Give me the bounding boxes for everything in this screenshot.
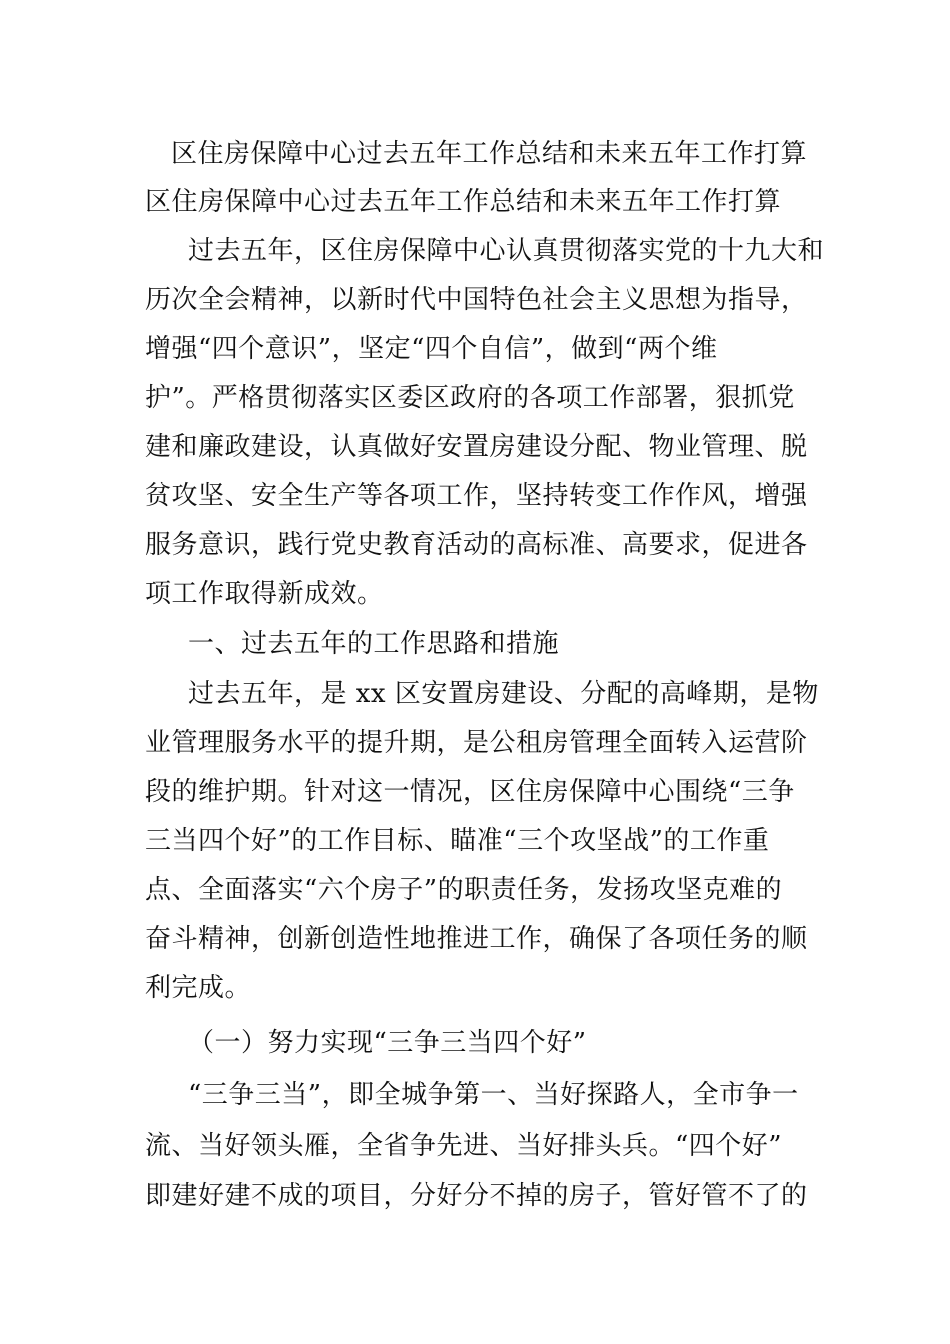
paragraph-line: 历次全会精神，以新时代中国特色社会主义思想为指导， bbox=[145, 285, 808, 315]
paragraph-line: 点、全面落实“六个房子”的职责任务，发扬攻坚克难的 bbox=[145, 875, 783, 905]
paragraph-line: 过去五年，区住房保障中心认真贯彻落实党的十九大和 bbox=[188, 236, 825, 266]
paragraph-line: 业管理服务水平的提升期，是公租房管理全面转入运营阶 bbox=[145, 728, 808, 758]
paragraph-line: 三当四个好”的工作目标、瞄准“三个攻坚战”的工作重 bbox=[145, 826, 770, 856]
paragraph-line: 项工作取得新成效。 bbox=[145, 579, 384, 609]
subsection-heading: （一）努力实现“三争三当四个好” bbox=[188, 1028, 587, 1058]
paragraph-line: 服务意识，践行党史教育活动的高标准、高要求，促进各 bbox=[145, 530, 808, 560]
paragraph-line: “三争三当”，即全城争第一、当好探路人，全市争一 bbox=[188, 1080, 799, 1110]
paragraph-line: 增强“四个意识”，坚定“四个自信”，做到“两个维 bbox=[145, 334, 718, 364]
paragraph-line: 过去五年，是 xx 区安置房建设、分配的高峰期，是物 bbox=[188, 679, 819, 709]
paragraph-line: 段的维护期。针对这一情况，区住房保障中心围绕“三争 bbox=[145, 777, 795, 807]
paragraph-line: 利完成。 bbox=[145, 973, 252, 1003]
paragraph-line: 贫攻坚、安全生产等各项工作，坚持转变工作作风，增强 bbox=[145, 481, 808, 511]
paragraph-line: 奋斗精神，创新创造性地推进工作，确保了各项任务的顺 bbox=[145, 924, 808, 954]
paragraph-line: 护”。严格贯彻落实区委区政府的各项工作部署，狠抓党 bbox=[145, 383, 795, 413]
paragraph-line: 流、当好领头雁，全省争先进、当好排头兵。“四个好” bbox=[145, 1131, 783, 1161]
section-heading: 一、过去五年的工作思路和措施 bbox=[188, 629, 560, 659]
document-title-repeat: 区住房保障中心过去五年工作总结和未来五年工作打算 bbox=[145, 187, 782, 217]
document-title: 区住房保障中心过去五年工作总结和未来五年工作打算 bbox=[171, 139, 808, 169]
paragraph-line: 建和廉政建设，认真做好安置房建设分配、物业管理、脱 bbox=[145, 432, 808, 462]
paragraph-line: 即建好建不成的项目，分好分不掉的房子，管好管不了的 bbox=[145, 1181, 808, 1211]
